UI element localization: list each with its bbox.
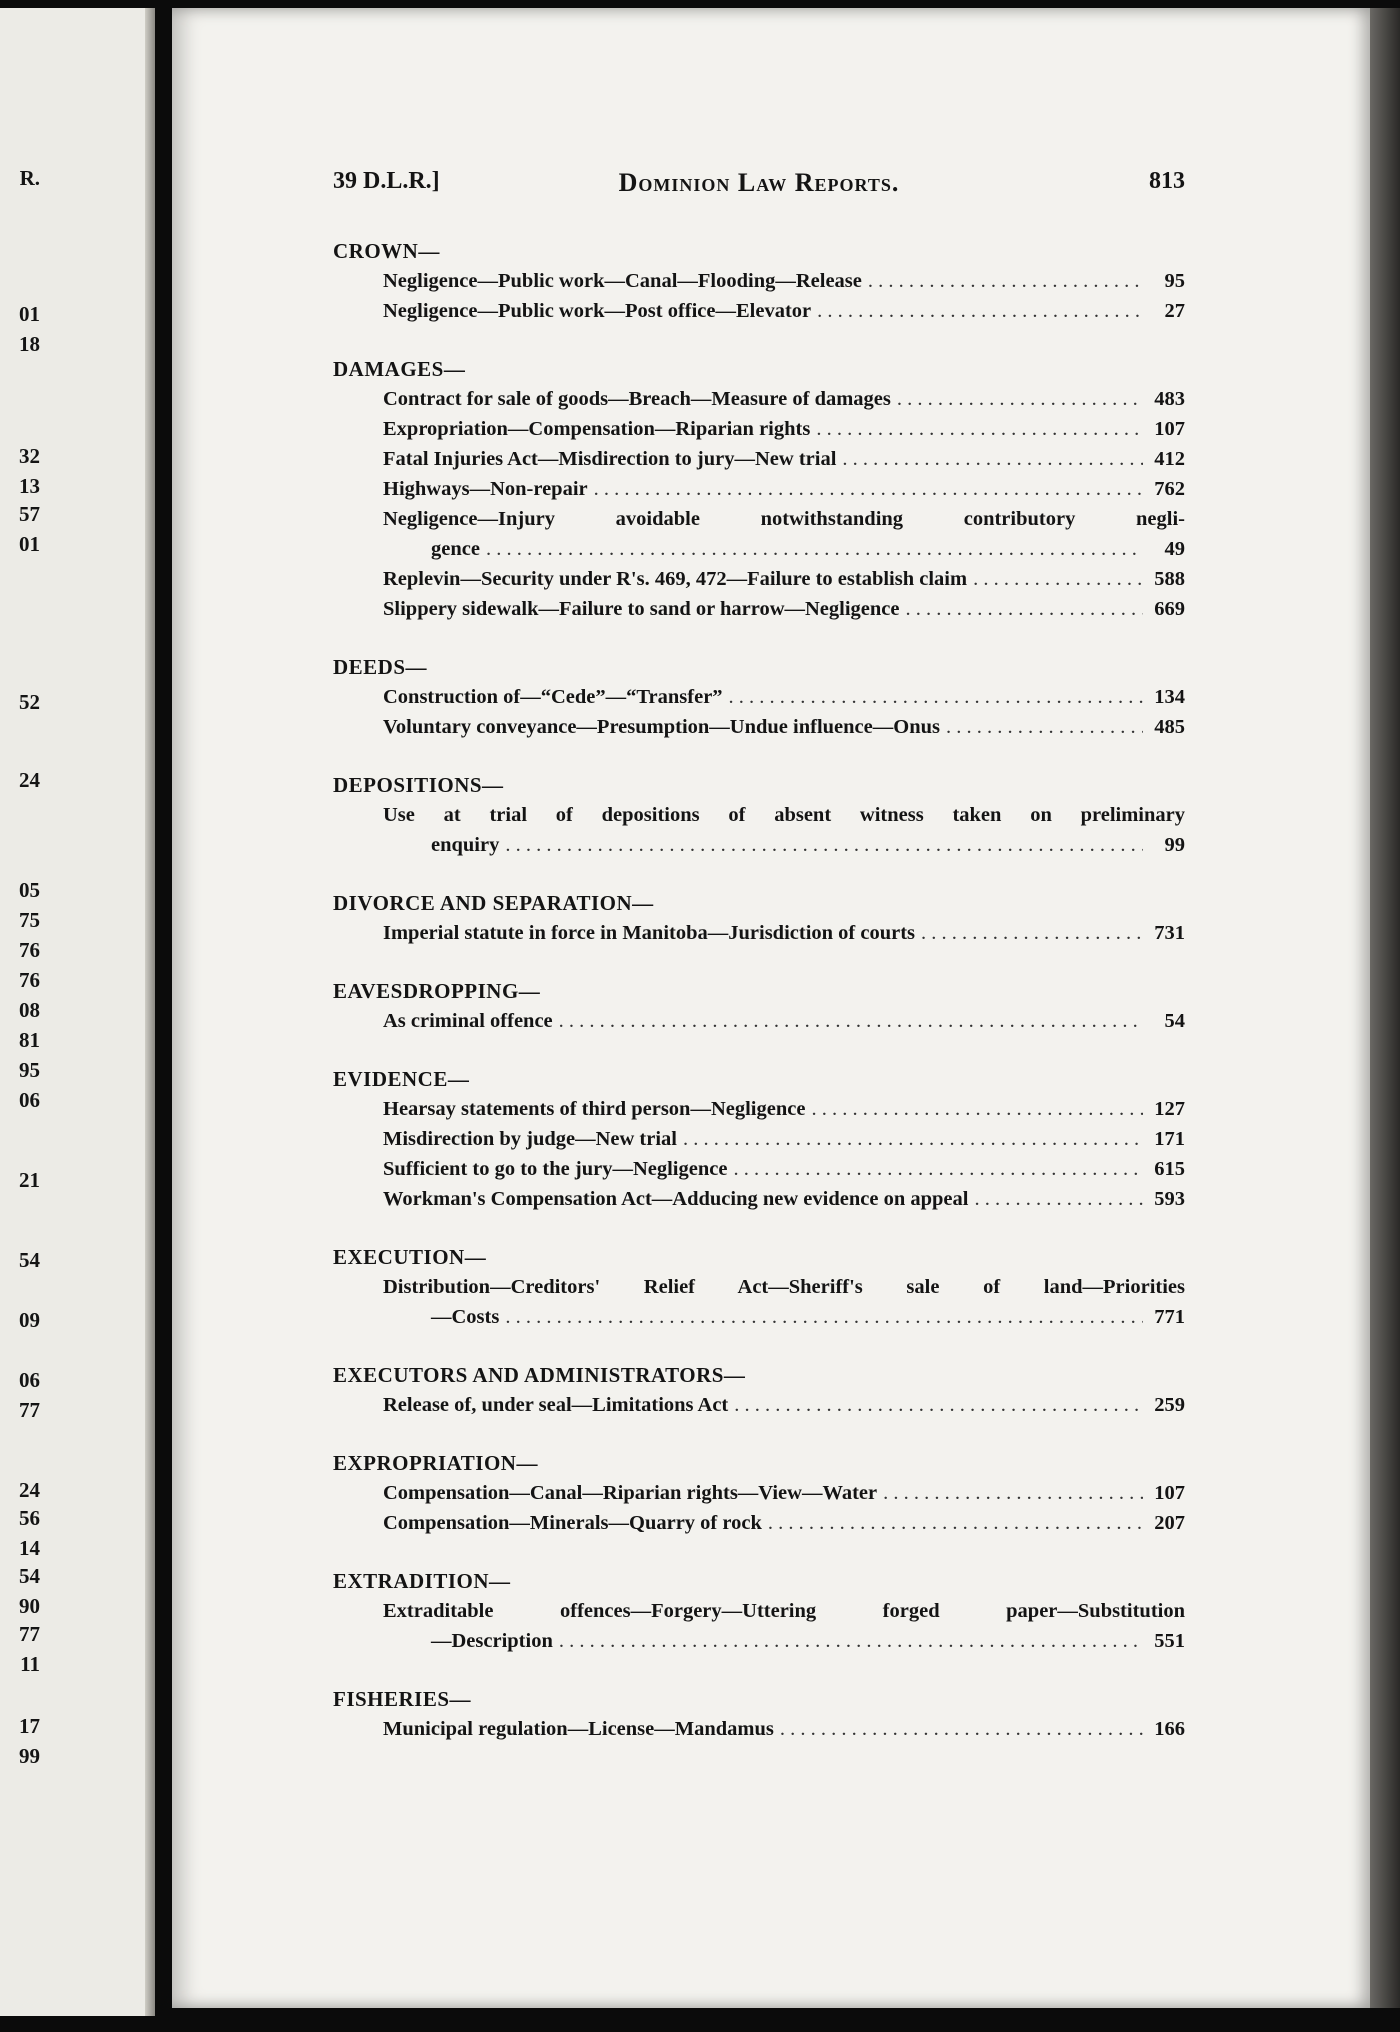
dot-leader xyxy=(921,918,1143,948)
dot-leader xyxy=(974,1184,1143,1214)
entry-page-number: 27 xyxy=(1164,300,1185,322)
facing-page-number-fragment: 75 xyxy=(19,908,40,932)
dot-leader xyxy=(897,384,1143,414)
index-entry xyxy=(333,504,1185,564)
entry-continuation-line xyxy=(383,534,1185,564)
index-entry xyxy=(333,800,1185,860)
entry-text: Voluntary conveyance—Presumption—Undue influence—Onus xyxy=(383,716,940,738)
facing-page-edge xyxy=(0,8,155,2016)
facing-page-number-fragment: 17 xyxy=(19,1714,40,1738)
dot-leader xyxy=(973,564,1143,594)
entry-text: Expropriation—Compensation—Riparian rights xyxy=(383,418,811,440)
dot-leader xyxy=(868,266,1143,296)
facing-page-number-fragment: 24 xyxy=(19,1478,40,1502)
facing-page-number-fragment: 01 xyxy=(19,532,40,556)
index-entry xyxy=(333,444,1185,474)
entry-page-number: 485 xyxy=(1154,716,1185,738)
index-entry xyxy=(333,918,1185,948)
dot-leader xyxy=(842,444,1143,474)
facing-page-number-fragment: 77 xyxy=(19,1622,40,1646)
section-heading: DAMAGES— xyxy=(333,357,466,381)
index-section xyxy=(333,1566,1185,1656)
section-heading: EXTRADITION— xyxy=(333,1569,511,1593)
dot-leader xyxy=(559,1626,1143,1656)
index-entry xyxy=(333,1272,1185,1332)
dot-leader xyxy=(817,296,1143,326)
page-gutter xyxy=(145,8,155,2016)
dot-leader xyxy=(683,1124,1143,1154)
facing-page-number-fragment: 06 xyxy=(19,1368,40,1392)
page-number: 813 xyxy=(1149,168,1185,194)
subject-index xyxy=(333,236,1185,1772)
index-section xyxy=(333,1064,1185,1214)
facing-page-number-fragment: 09 xyxy=(19,1308,40,1332)
facing-page-number-fragment: 24 xyxy=(19,768,40,792)
entry-continuation-line xyxy=(383,830,1185,860)
index-entry xyxy=(333,1596,1185,1656)
entry-text: Fatal Injuries Act—Misdirection to jury—New trial xyxy=(383,448,837,470)
section-heading: DEPOSITIONS— xyxy=(333,773,504,797)
entry-text: Slippery sidewalk—Failure to sand or harrow—Negligence xyxy=(383,598,900,620)
section-heading: FISHERIES— xyxy=(333,1687,472,1711)
dot-leader xyxy=(486,534,1143,564)
dot-leader xyxy=(559,1006,1143,1036)
index-entry xyxy=(333,1508,1185,1538)
section-heading: EVIDENCE— xyxy=(333,1067,470,1091)
facing-page-number-fragment: R. xyxy=(19,166,40,190)
entry-continuation: enquiry xyxy=(431,834,500,856)
facing-page-number-fragment: 52 xyxy=(19,690,40,714)
entry-page-number: 49 xyxy=(1164,538,1185,560)
entry-text: Negligence—Public work—Post office—Elevator xyxy=(383,300,812,322)
index-section xyxy=(333,1684,1185,1744)
entry-text: Construction of—“Cede”—“Transfer” xyxy=(383,686,723,708)
facing-page-number-fragment: 95 xyxy=(19,1058,40,1082)
dot-leader xyxy=(946,712,1143,742)
publication-title: Dominion Law Reports. xyxy=(618,168,900,197)
running-header xyxy=(333,168,1185,202)
book-edge xyxy=(1370,8,1400,2008)
facing-page-number-fragment: 05 xyxy=(19,878,40,902)
index-entry xyxy=(333,1390,1185,1420)
facing-page-number-fragment: 21 xyxy=(19,1168,40,1192)
index-entry xyxy=(333,1094,1185,1124)
entry-text: Compensation—Minerals—Quarry of rock xyxy=(383,1512,762,1534)
facing-page-number-fragment: 90 xyxy=(19,1594,40,1618)
entry-text: Sufficient to go to the jury—Negligence xyxy=(383,1158,728,1180)
index-section xyxy=(333,236,1185,326)
entry-page-number: 762 xyxy=(1154,478,1185,500)
index-entry xyxy=(333,1478,1185,1508)
facing-page-number-fragment: 01 xyxy=(19,302,40,326)
entry-page-number: 259 xyxy=(1154,1394,1185,1416)
index-entry xyxy=(333,1006,1185,1036)
entry-page-number: 615 xyxy=(1154,1158,1185,1180)
section-heading: EXECUTORS AND ADMINISTRATORS— xyxy=(333,1363,746,1387)
entry-continuation-line xyxy=(383,1626,1185,1656)
entry-text: Highways—Non-repair xyxy=(383,478,588,500)
index-entry xyxy=(333,712,1185,742)
dot-leader xyxy=(883,1478,1143,1508)
entry-continuation: —Costs xyxy=(431,1306,500,1328)
index-entry xyxy=(333,1154,1185,1184)
index-section xyxy=(333,976,1185,1036)
dot-leader xyxy=(505,1302,1143,1332)
index-section xyxy=(333,1242,1185,1332)
entry-text: As criminal offence xyxy=(383,1010,553,1032)
section-heading: DEEDS— xyxy=(333,655,428,679)
index-entry xyxy=(333,414,1185,444)
section-heading: EXPROPRIATION— xyxy=(333,1451,538,1475)
facing-page-number-fragment: 54 xyxy=(19,1564,40,1588)
entry-page-number: 207 xyxy=(1154,1512,1185,1534)
section-heading: EXECUTION— xyxy=(333,1245,487,1269)
entry-text: Replevin—Security under R's. 469, 472—Failure to establish claim xyxy=(383,568,968,590)
facing-page-number-fragment: 76 xyxy=(19,938,40,962)
facing-page-number-fragment: 06 xyxy=(19,1088,40,1112)
section-heading: EAVESDROPPING— xyxy=(333,979,541,1003)
entry-page-number: 54 xyxy=(1164,1010,1185,1032)
entry-text: Contract for sale of goods—Breach—Measure of damages xyxy=(383,388,891,410)
facing-page-number-fragment: 57 xyxy=(19,502,40,526)
entry-page-number: 99 xyxy=(1164,834,1185,856)
index-entry xyxy=(333,296,1185,326)
index-entry xyxy=(333,384,1185,414)
facing-page-number-fragment: 81 xyxy=(19,1028,40,1052)
facing-page-number-fragment: 11 xyxy=(20,1652,40,1676)
section-heading: DIVORCE AND SEPARATION— xyxy=(333,891,654,915)
entry-page-number: 95 xyxy=(1164,270,1185,292)
entry-text: Compensation—Canal—Riparian rights—View—Water xyxy=(383,1482,878,1504)
facing-page-number-fragment: 18 xyxy=(19,332,40,356)
dot-leader xyxy=(780,1714,1143,1744)
entry-text: Extraditable offences—Forgery—Uttering forged paper—Substitution xyxy=(383,1600,1185,1622)
index-section xyxy=(333,1448,1185,1538)
index-entry xyxy=(333,594,1185,624)
dot-leader xyxy=(729,682,1143,712)
entry-text: Hearsay statements of third person—Negligence xyxy=(383,1098,806,1120)
entry-page-number: 134 xyxy=(1154,686,1185,708)
volume-reference: 39 D.L.R.] xyxy=(333,168,440,194)
index-section xyxy=(333,354,1185,624)
entry-text: Workman's Compensation Act—Adducing new evidence on appeal xyxy=(383,1188,969,1210)
entry-page-number: 107 xyxy=(1154,1482,1185,1504)
index-section xyxy=(333,652,1185,742)
entry-page-number: 588 xyxy=(1154,568,1185,590)
entry-text: Use at trial of depositions of absent witness taken on preliminary xyxy=(383,804,1185,826)
facing-page-number-fragment: 54 xyxy=(19,1248,40,1272)
entry-page-number: 107 xyxy=(1154,418,1185,440)
index-entry xyxy=(333,1124,1185,1154)
index-section xyxy=(333,1360,1185,1420)
entry-page-number: 731 xyxy=(1154,922,1185,944)
section-heading: CROWN— xyxy=(333,239,440,263)
entry-page-number: 669 xyxy=(1154,598,1185,620)
entry-text: Release of, under seal—Limitations Act xyxy=(383,1394,729,1416)
index-entry xyxy=(333,474,1185,504)
entry-continuation-line xyxy=(383,1302,1185,1332)
dot-leader xyxy=(505,830,1143,860)
entry-text: Distribution—Creditors' Relief Act—Sheriff's sale of land—Priorities xyxy=(383,1276,1185,1298)
entry-text: Imperial statute in force in Manitoba—Jurisdiction of courts xyxy=(383,922,916,944)
entry-page-number: 593 xyxy=(1154,1188,1185,1210)
dot-leader xyxy=(906,594,1144,624)
entry-page-number: 166 xyxy=(1154,1718,1185,1740)
facing-page-number-fragment: 99 xyxy=(19,1744,40,1768)
facing-page-number-fragment: 77 xyxy=(19,1398,40,1422)
entry-page-number: 483 xyxy=(1154,388,1185,410)
facing-page-number-fragment: 56 xyxy=(19,1506,40,1530)
index-entry xyxy=(333,1184,1185,1214)
entry-page-number: 771 xyxy=(1154,1306,1185,1328)
facing-page-number-fragment: 32 xyxy=(19,444,40,468)
facing-page-number-fragment: 14 xyxy=(19,1536,40,1560)
facing-page-number-fragment: 76 xyxy=(19,968,40,992)
dot-leader xyxy=(594,474,1143,504)
dot-leader xyxy=(811,1094,1143,1124)
dot-leader xyxy=(816,414,1143,444)
index-entry xyxy=(333,266,1185,296)
index-entry xyxy=(333,682,1185,712)
index-section xyxy=(333,888,1185,948)
index-entry xyxy=(333,564,1185,594)
facing-page-number-fragment: 13 xyxy=(19,474,40,498)
dot-leader xyxy=(768,1508,1143,1538)
facing-page-number-fragment: 08 xyxy=(19,998,40,1022)
index-section xyxy=(333,770,1185,860)
entry-page-number: 551 xyxy=(1154,1630,1185,1652)
entry-text: Negligence—Public work—Canal—Flooding—Release xyxy=(383,270,862,292)
entry-page-number: 127 xyxy=(1154,1098,1185,1120)
dot-leader xyxy=(733,1154,1143,1184)
entry-text: Negligence—Injury avoidable notwithstanding contributory negli- xyxy=(383,508,1185,530)
entry-page-number: 412 xyxy=(1154,448,1185,470)
entry-text: Misdirection by judge—New trial xyxy=(383,1128,677,1150)
entry-continuation: —Description xyxy=(431,1630,553,1652)
entry-page-number: 171 xyxy=(1154,1128,1185,1150)
entry-text: Municipal regulation—License—Mandamus xyxy=(383,1718,774,1740)
index-entry xyxy=(333,1714,1185,1744)
entry-continuation: gence xyxy=(431,538,480,560)
dot-leader xyxy=(734,1390,1143,1420)
